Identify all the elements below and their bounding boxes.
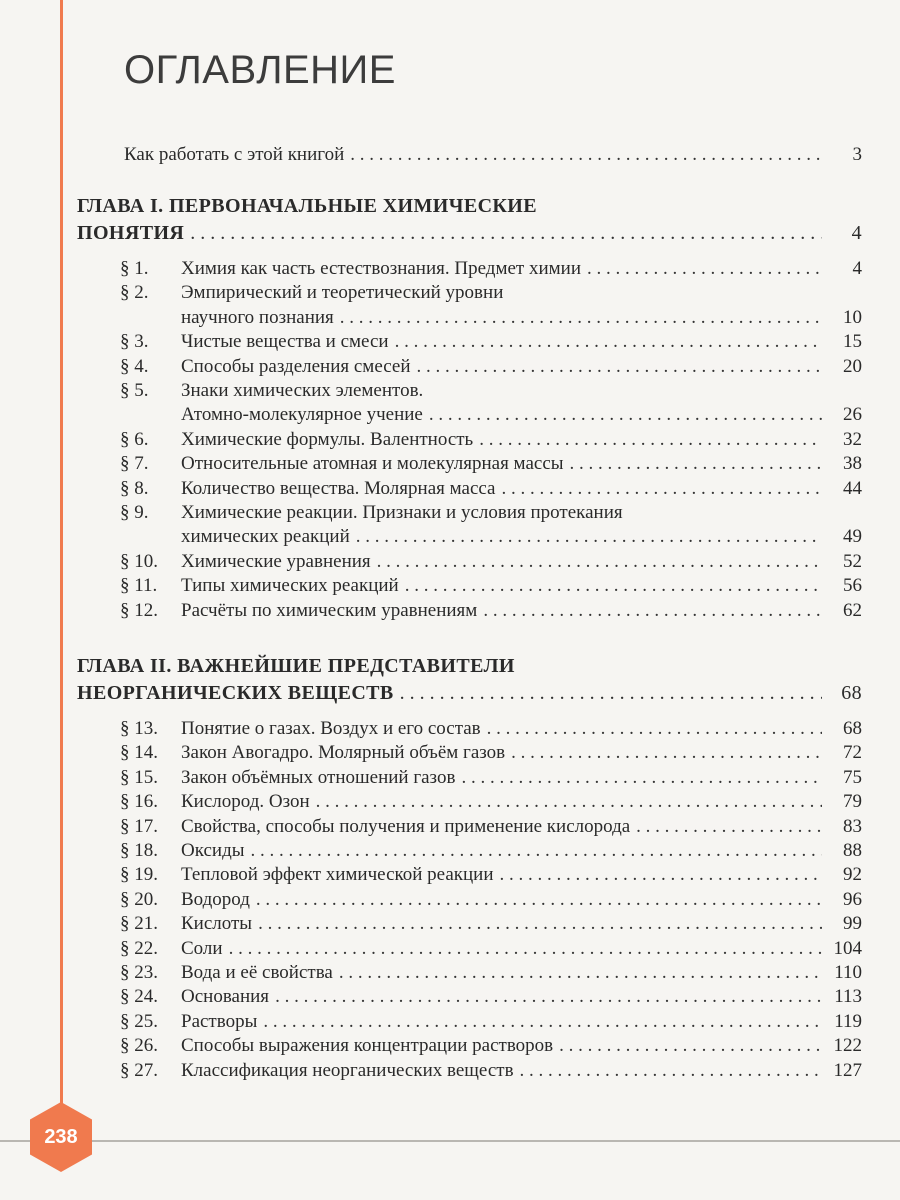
toc-entry[interactable] (181, 257, 862, 281)
toc-entry-title: Атомно-молекулярное учение (181, 404, 423, 426)
toc-entry-page: 15 (843, 331, 862, 353)
dot-leader (316, 790, 822, 814)
toc-entry-title: научного познания (181, 306, 334, 328)
toc-entry-page: 26 (843, 404, 862, 426)
toc-entry-page: 83 (843, 815, 862, 837)
toc-entry-page: 4 (851, 222, 862, 244)
dot-leader (461, 766, 822, 790)
toc-entry-page: 56 (843, 575, 862, 597)
toc-entry-page: 79 (843, 791, 862, 813)
dot-leader (350, 143, 822, 167)
section-number: § 21. (120, 913, 158, 935)
toc-entry-title: Растворы (181, 1010, 258, 1032)
chapter-heading-line: ПОНЯТИЯ (77, 222, 185, 244)
toc-entry-title: Типы химических реакций (181, 575, 399, 597)
section-number: § 3. (120, 331, 149, 353)
toc-entry[interactable] (181, 790, 862, 814)
dot-leader (340, 306, 822, 330)
page-number-badge (24, 1100, 98, 1174)
toc-entry-title: Тепловой эффект химической реакции (181, 864, 494, 886)
toc-entry[interactable] (181, 428, 862, 452)
section-number: § 17. (120, 815, 158, 837)
toc-entry[interactable] (181, 330, 862, 354)
dot-leader (429, 403, 822, 427)
toc-entry[interactable] (181, 1010, 862, 1034)
dot-leader (377, 550, 822, 574)
toc-chapter-2[interactable] (77, 681, 862, 705)
dot-leader (487, 717, 822, 741)
toc-entry-title: Способы выражения концентрации растворов (181, 1035, 554, 1057)
section-number: § 10. (120, 550, 158, 572)
dot-leader (258, 912, 822, 936)
toc-entry[interactable] (181, 839, 862, 863)
toc-entry-page: 72 (843, 742, 862, 764)
section-number: § 7. (120, 453, 149, 475)
section-number: § 15. (120, 766, 158, 788)
toc-entry-title-line: Химические реакции. Признаки и условия протекания (181, 502, 623, 523)
toc-entry[interactable] (181, 937, 862, 961)
toc-entry-page: 110 (834, 962, 862, 983)
toc-entry-page: 75 (843, 766, 862, 788)
toc-entry[interactable] (181, 306, 862, 330)
dot-leader (570, 452, 822, 476)
toc-entry[interactable] (181, 1034, 862, 1058)
toc-entry-title: Количество вещества. Молярная масса (181, 477, 496, 499)
section-number: § 24. (120, 986, 158, 1008)
toc-entry-title-line: Эмпирический и теоретический уровни (181, 282, 504, 304)
toc-entry-title-line: Знаки химических элементов. (181, 380, 424, 401)
dot-leader (559, 1034, 822, 1058)
section-number: § 20. (120, 888, 158, 910)
dot-leader (587, 257, 822, 281)
toc-entry-title: Химические уравнения (181, 550, 371, 572)
toc-entry[interactable] (181, 574, 862, 598)
dot-leader (417, 355, 823, 379)
toc-entry-title: Классификация неорганических веществ (181, 1059, 514, 1081)
dot-leader (483, 599, 822, 623)
dot-leader (229, 937, 822, 961)
toc-entry[interactable] (181, 477, 862, 501)
toc-entry-page: 122 (833, 1035, 862, 1057)
toc-entry-page: 96 (843, 888, 862, 910)
chapter-heading-line: ГЛАВА I. ПЕРВОНАЧАЛЬНЫЕ ХИМИЧЕСКИЕ (77, 195, 538, 217)
toc-entry[interactable] (181, 766, 862, 790)
toc-entry-page: 20 (843, 355, 862, 377)
toc-entry[interactable] (181, 403, 862, 427)
toc-entry-title: Основания (181, 986, 270, 1008)
section-number: § 27. (120, 1059, 158, 1081)
toc-entry-title: Кислород. Озон (181, 791, 310, 813)
toc-entry-page: 104 (833, 937, 862, 959)
toc-entry-title: Свойства, способы получения и применение кислорода (181, 815, 631, 837)
toc-entry[interactable] (181, 985, 862, 1009)
toc-entry-title: Как работать с этой книгой (124, 144, 345, 165)
toc-chapter-1[interactable] (77, 221, 862, 245)
toc-entry[interactable] (181, 717, 862, 741)
toc-entry-title: химических реакций (181, 526, 350, 548)
toc-entry-title: Расчёты по химическим уравнениям (181, 599, 478, 621)
toc-entry-page: 4 (852, 258, 862, 279)
toc-entry-title: Химия как часть естествознания. Предмет химии (181, 258, 581, 279)
dot-leader (395, 330, 822, 354)
toc-entry-title: Закон объёмных отношений газов (181, 766, 456, 788)
toc-entry[interactable] (181, 888, 862, 912)
toc-entry[interactable] (181, 815, 862, 839)
toc-entry-page: 127 (833, 1059, 862, 1081)
toc-entry-page: 49 (843, 526, 862, 548)
toc-entry[interactable] (181, 599, 862, 623)
section-number: § 14. (120, 742, 158, 764)
toc-entry[interactable] (181, 1059, 862, 1083)
section-number: § 26. (120, 1035, 158, 1057)
section-number: § 5. (120, 380, 149, 401)
section-number: § 23. (120, 962, 158, 983)
toc-entry-page: 113 (834, 986, 862, 1008)
section-number: § 13. (120, 718, 158, 739)
section-number: § 22. (120, 937, 158, 959)
toc-entry[interactable] (181, 961, 862, 985)
dot-leader (405, 574, 822, 598)
toc-entry-page: 68 (843, 718, 862, 739)
section-number: § 19. (120, 864, 158, 886)
dot-leader (263, 1010, 822, 1034)
section-number: § 9. (120, 502, 149, 523)
toc-entry-page: 62 (843, 599, 862, 621)
toc-entry-page: 38 (843, 453, 862, 475)
dot-leader (339, 961, 822, 985)
toc-entry-intro[interactable] (124, 143, 862, 167)
section-number: § 25. (120, 1010, 158, 1032)
toc-entry[interactable] (181, 355, 862, 379)
toc-entry-page: 88 (843, 840, 862, 861)
toc-entry-page: 119 (834, 1010, 862, 1032)
section-number: § 16. (120, 791, 158, 813)
dot-leader (356, 525, 822, 549)
toc-entry-page: 99 (843, 913, 862, 935)
section-number: § 18. (120, 840, 158, 861)
dot-leader (190, 221, 822, 245)
dot-leader (501, 477, 822, 501)
dot-leader (256, 888, 822, 912)
toc-entry-title: Соли (181, 937, 223, 959)
toc-entry-title: Химические формулы. Валентность (181, 428, 474, 450)
toc-entry-title: Кислоты (181, 913, 253, 935)
page-title: ОГЛАВЛЕНИЕ (124, 48, 396, 92)
toc-entry-title: Относительные атомная и молекулярная массы (181, 453, 564, 475)
section-number: § 11. (120, 575, 158, 597)
section-number: § 6. (120, 428, 149, 450)
toc-entry[interactable] (181, 550, 862, 574)
toc-entry-page: 92 (843, 864, 862, 886)
toc-entry-page: 10 (843, 306, 862, 328)
toc-entry-title: Закон Авогадро. Молярный объём газов (181, 742, 506, 764)
section-number: § 12. (120, 599, 158, 621)
toc-entry[interactable] (181, 525, 862, 549)
toc-entry[interactable] (181, 912, 862, 936)
toc-entry-title: Водород (181, 888, 250, 910)
toc-entry-title: Вода и её свойства (181, 962, 333, 983)
chapter-heading-line: ГЛАВА II. ВАЖНЕЙШИЕ ПРЕДСТАВИТЕЛИ (77, 655, 515, 677)
toc-entry-page: 44 (843, 477, 862, 499)
dot-leader (251, 839, 822, 863)
section-number: § 1. (120, 258, 149, 279)
dot-leader (500, 863, 822, 887)
section-number: § 2. (120, 282, 149, 304)
dot-leader (479, 428, 822, 452)
toc-entry-page: 68 (841, 682, 862, 704)
dot-leader (400, 681, 822, 705)
toc-entry-page: 32 (843, 428, 862, 450)
toc-entry-title: Оксиды (181, 840, 245, 861)
dot-leader (275, 985, 822, 1009)
section-number: § 4. (120, 355, 149, 377)
toc-entry-page: 52 (843, 550, 862, 572)
toc-entry-title: Понятие о газах. Воздух и его состав (181, 718, 481, 739)
dot-leader (636, 815, 822, 839)
toc-entry-title: Способы разделения смесей (181, 355, 411, 377)
toc-entry[interactable] (181, 741, 862, 765)
chapter-heading-line: НЕОРГАНИЧЕСКИХ ВЕЩЕСТВ (77, 682, 394, 704)
page-number: 238 (44, 1125, 78, 1148)
dot-leader (511, 741, 822, 765)
toc-entry-title: Чистые вещества и смеси (181, 331, 389, 353)
toc-entry[interactable] (181, 452, 862, 476)
toc-entry-page: 3 (852, 144, 862, 165)
dot-leader (520, 1059, 822, 1083)
section-number: § 8. (120, 477, 149, 499)
toc-entry[interactable] (181, 863, 862, 887)
